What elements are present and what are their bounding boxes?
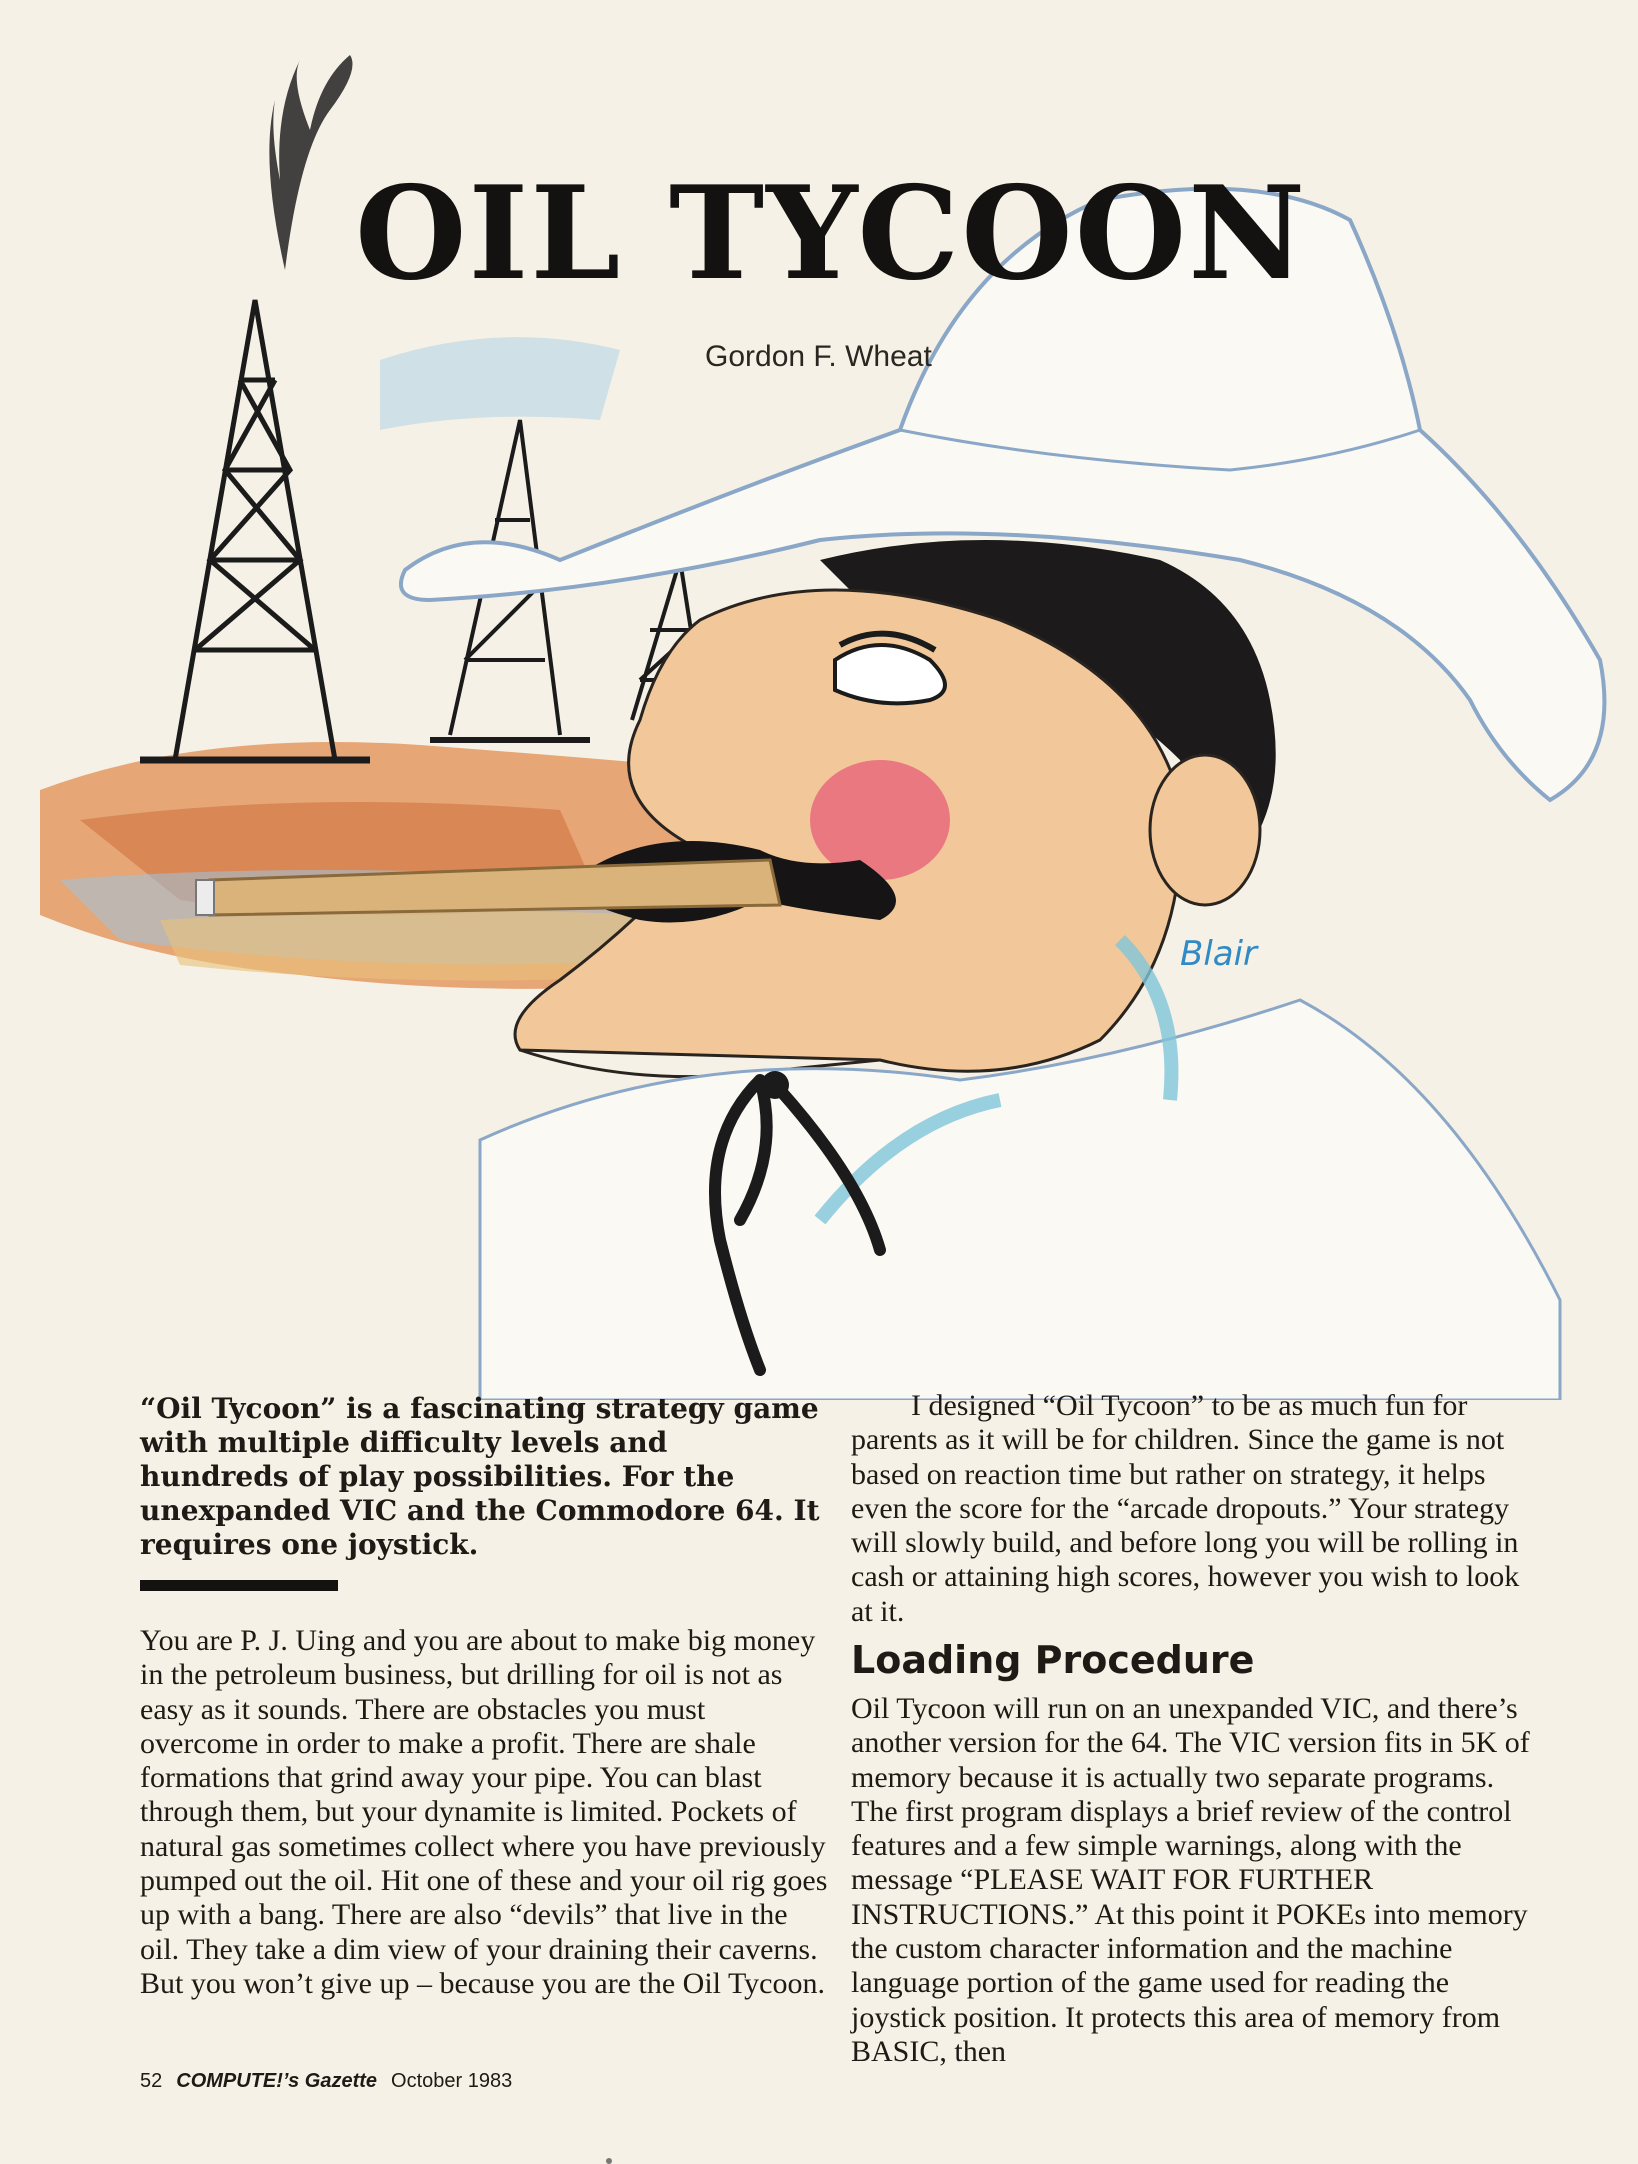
publication-name: COMPUTE!’s Gazette bbox=[176, 2070, 378, 2092]
ear bbox=[1150, 755, 1260, 905]
oil-derrick-large bbox=[140, 300, 370, 760]
body-paragraph-right-1: I designed “Oil Tycoon” to be as much fun for parents as it will be for children. Since the game is not based on reaction time but rather on strategy, it helps even the score for the “arcade dropouts.” Your strategy will slowly build, and before long you will be rolling in cash or attaining high scores, however you wish to look at it. bbox=[851, 1389, 1520, 1628]
section-heading: Loading Procedure bbox=[851, 1638, 1255, 1682]
body-paragraph-left: You are P. J. Uing and you are about to make big money in the petroleum business, but drilling for oil is not as easy as it sounds. There are obstacles you must overcome in order to make a profit. There are shale formations that grind away your pipe. You can blast through them, but your dynamite is limited. Pockets of natural gas sometimes collect where you have previously pumped out the oil. Hit one of these and your oil rig goes up with a bang. There are also “devils” that live in the oil. They take a dim view of your draining their caverns. But you won’t give up – because you are the Oil Tycoon. bbox=[140, 1624, 828, 2000]
article-intro: “Oil Tycoon” is a fascinating strategy game with multiple difficulty levels and hundreds of play possibilities. For the unexpanded VIC and the Commodore 64. It requires one joystick. bbox=[140, 1392, 820, 1561]
artist-signature: Blair bbox=[1180, 934, 1258, 974]
section-rule bbox=[140, 1580, 338, 1591]
binding-hole bbox=[606, 2158, 612, 2164]
article-title: OIL TYCOON bbox=[355, 159, 1308, 309]
body-paragraph-right-2: Oil Tycoon will run on an unexpanded VIC, and there’s another version for the 64. The VIC version fits in 5K of memory because it is actually two separate programs. The first program displays a brief review of the control features and a few simple warnings, along with the message “PLEASE WAIT FOR FURTHER INSTRUCTIONS.” At this point it POKEs into memory the custom character information and the machine language portion of the game used for reading the joystick position. It protects this area of memory from BASIC, then bbox=[851, 1692, 1530, 2068]
issue-date: October 1983 bbox=[391, 2070, 513, 2092]
page-number: 52 bbox=[140, 2070, 163, 2092]
author-byline: Gordon F. Wheat bbox=[705, 340, 932, 373]
gusher-plume bbox=[269, 55, 352, 270]
page-footer bbox=[140, 2070, 512, 2093]
nose bbox=[810, 760, 950, 880]
